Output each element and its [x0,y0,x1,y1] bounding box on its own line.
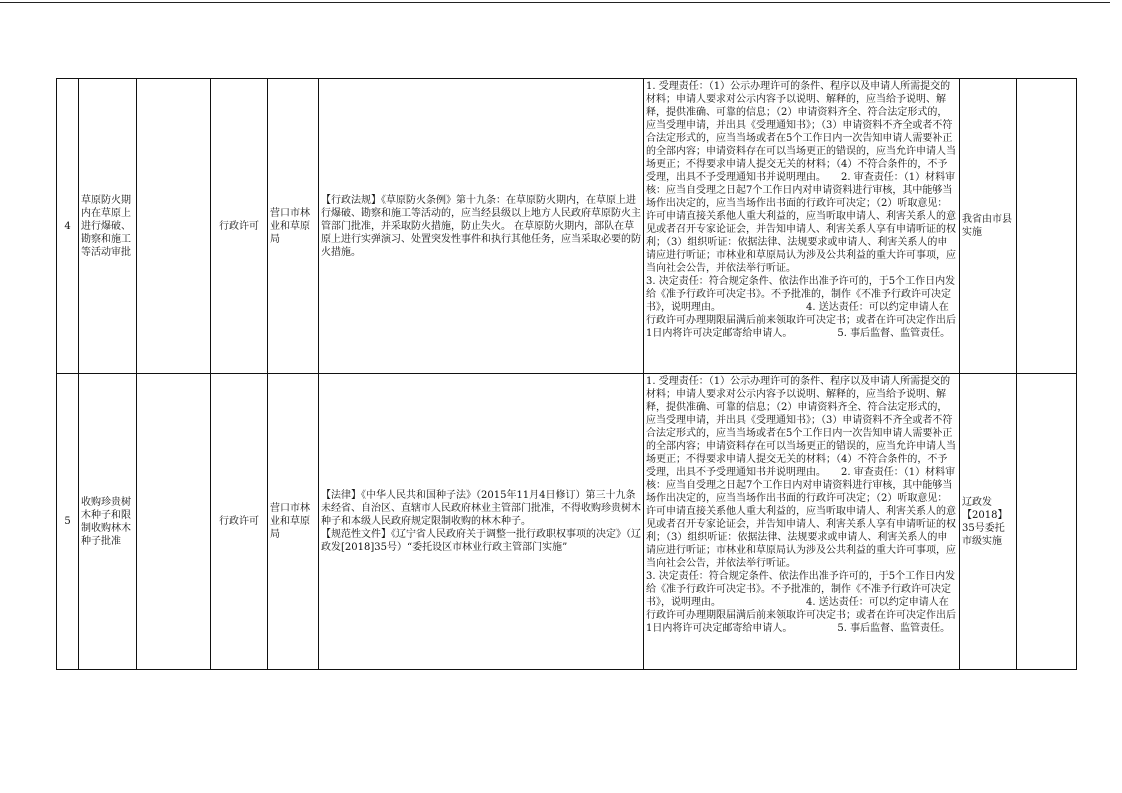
power-type: 行政许可 [211,79,268,374]
responsible-department: 营口市林业和草原局 [268,79,319,374]
table-row [57,79,1077,374]
remark: 辽政发【2018】35号委托市级实施 [960,374,1017,670]
item-name: 收购珍贵树木种子和限制收购林木种子批准 [79,374,137,670]
responsible-department: 营口市林业和草原局 [268,374,319,670]
sub-item-cell [137,79,211,374]
legal-basis-paragraph: 【法律】《中华人民共和国种子法》（2015年11月4日修订）第三十九条 未经省、自治区、直辖市人民政府林业主管部门批准，不得收购珍贵树木种子和本级人民政府规定限制收购的林木种子。 [321,490,641,527]
page-top-rule [0,2,1110,3]
remark: 我省由市县实施 [960,79,1017,374]
blank-cell [1017,79,1077,374]
legal-basis-paragraph: 【规范性文件】《辽宁省人民政府关于调整一批行政职权事项的决定》（辽政发[2018]35号）“委托设区市林业行政主管部门实施” [321,529,641,553]
responsibility-text: 1. 受理责任：（1）公示办理许可的条件、程序以及申请人所需提交的材料；申请人要求对公示内容予以说明、解释的，应当给予说明、解释，提供准确、可靠的信息；（2）申请资料齐全、符合法定形式的，应当受理申请，并出具《受理通知书》；（3）申请资料不齐全或者不符合法定形式的，应当当场或者在5个工作日内一次告知申请人需要补正的全部内容；申请资料存在可以当场更正的错误的，应当允许申请人当场更正；不得要求申请人提交无关的材料；（4）不符合条件的，不予受理，出具不予受理通知书并说明理由。 2. 审查责任：（1）材料审核：应当自受理之日起7个工作日内对申请资料进行审核，其中能够当场作出决定的，应当当场作出书面的行政许可决定；（2）听取意见：许可申请直接关系他人重大利益的，应当听取申请人、利害关系人的意见或者召开专家论证会，并告知申请人、利害关系人享有申请听证的权利；（3）组织听证：依据法律、法规要求或申请人、利害关系人的申请应进行听证；市林业和草原局认为涉及公共利益的重大许可事项，应当向社会公告，并依法举行听证。 3. 决定责任：符合规定条件、依法作出准予许可的，于5个工作日内发给《准予行政许可决定书》。不予批准的，制作《不准予行政许可决定书》，说明理由。 4. 送达责任：可以约定申请人在行政许可办理期限届满后前来领取许可决定书；或者在许可决定作出后1日内将许可决定邮寄给申请人。 5. 事后监督、监管责任。 [644,79,960,374]
legal-basis-paragraph: 【行政法规】《草原防火条例》第十九条：在草原防火期内，在草原上进行爆破、勘察和施工等活动的，应当经县级以上地方人民政府草原防火主管部门批准，并采取防火措施，防止失火。 在草原防火期内，部队在草原上进行实弹演习、处置突发性事件和执行其他任务，应当采取必要的防火措施。 [321,194,641,258]
legal-basis [319,79,644,374]
responsibility-text: 1. 受理责任：（1）公示办理许可的条件、程序以及申请人所需提交的材料；申请人要求对公示内容予以说明、解释的，应当给予说明、解释，提供准确、可靠的信息；（2）申请资料齐全、符合法定形式的，应当受理申请，并出具《受理通知书》；（3）申请资料不齐全或者不符合法定形式的，应当当场或者在5个工作日内一次告知申请人需要补正的全部内容；申请资料存在可以当场更正的错误的，应当允许申请人当场更正；不得要求申请人提交无关的材料；（4）不符合条件的，不予受理，出具不予受理通知书并说明理由。 2. 审查责任：（1）材料审核：应当自受理之日起7个工作日内对申请资料进行审核，其中能够当场作出决定的，应当当场作出书面的行政许可决定；（2）听取意见：许可申请直接关系他人重大利益的，应当听取申请人、利害关系人的意见或者召开专家论证会，并告知申请人、利害关系人享有申请听证的权利；（3）组织听证：依据法律、法规要求或申请人、利害关系人的申请应进行听证；市林业和草原局认为涉及公共利益的重大许可事项，应当向社会公告，并依法举行听证。 3. 决定责任：符合规定条件、依法作出准予许可的，于5个工作日内发给《准予行政许可决定书》。不予批准的，制作《不准予行政许可决定书》，说明理由。 4. 送达责任：可以约定申请人在行政许可办理期限届满后前来领取许可决定书；或者在许可决定作出后1日内将许可决定邮寄给申请人。 5. 事后监督、监管责任。 [644,374,960,670]
power-list-table [56,78,1077,670]
sub-item-cell [137,374,211,670]
row-number: 5 [57,374,79,670]
power-type: 行政许可 [211,374,268,670]
table-row [57,374,1077,670]
item-name: 草原防火期内在草原上进行爆破、勘察和施工等活动审批 [79,79,137,374]
legal-basis [319,374,644,670]
blank-cell [1017,374,1077,670]
row-number: 4 [57,79,79,374]
